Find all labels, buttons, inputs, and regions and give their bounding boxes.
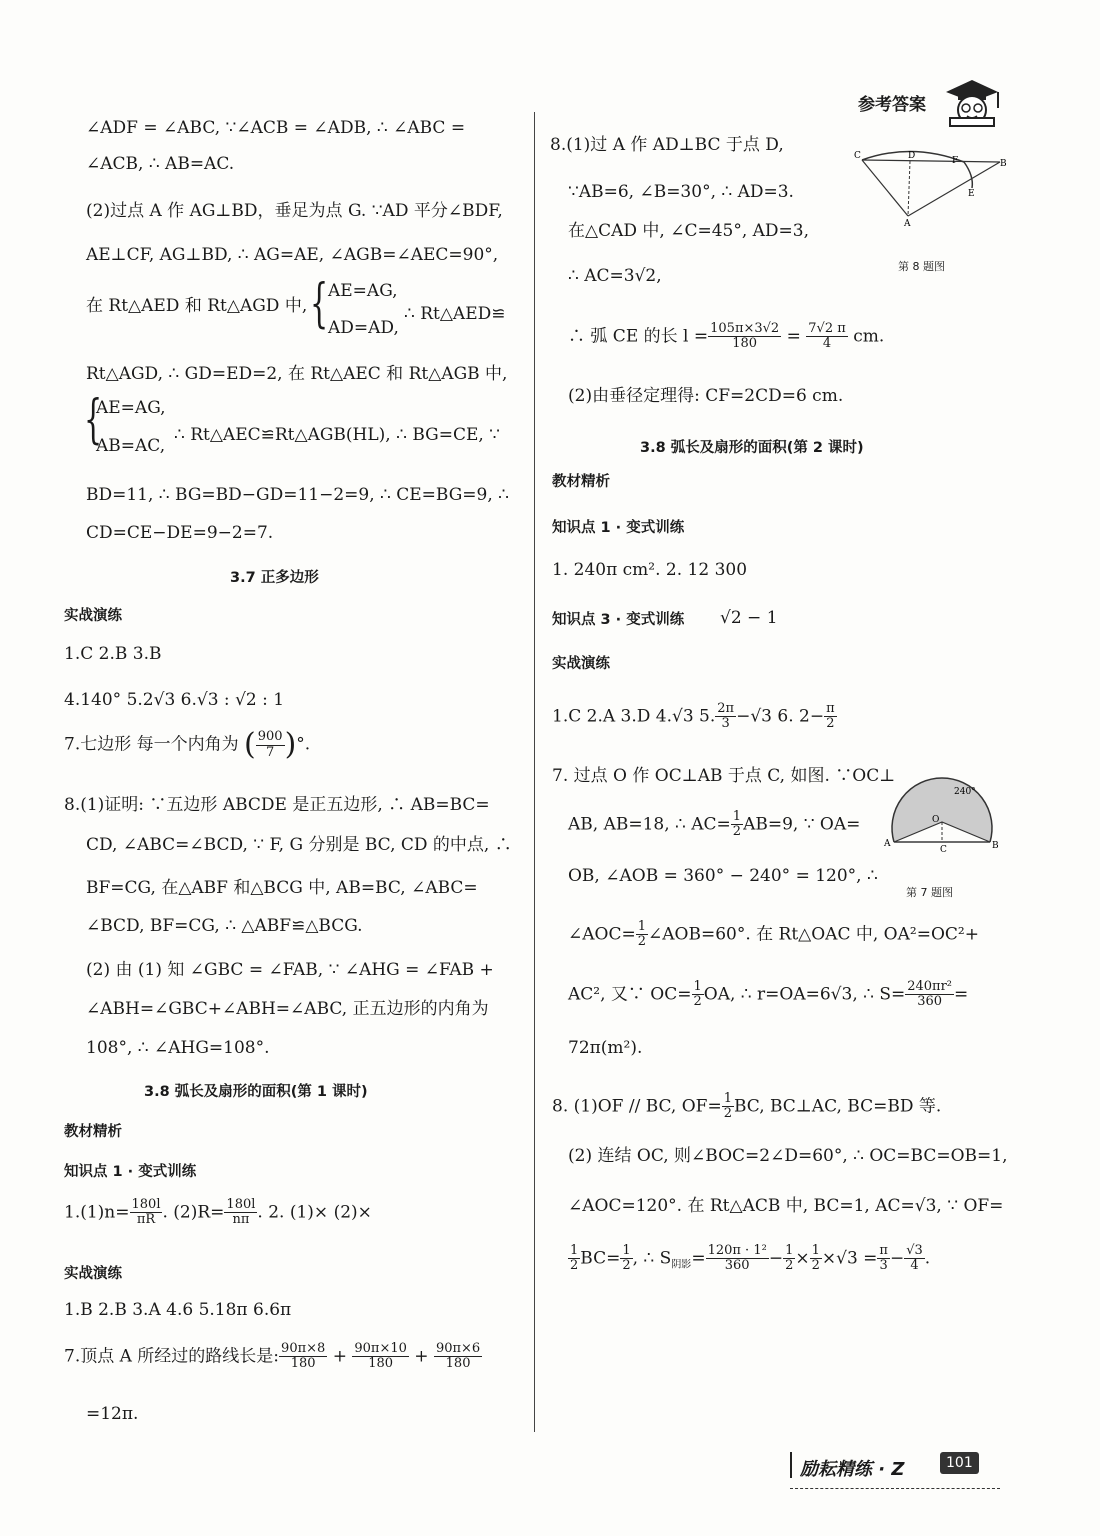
section-heading: 3.8 弧长及扇形的面积(第 1 课时) — [144, 1084, 368, 1100]
answer-line: =12π. — [86, 1404, 139, 1424]
text-line: AD=AD, — [328, 318, 399, 338]
text-line: 108°, ∴ ∠AHG=108°. — [86, 1038, 270, 1058]
text-line: ∠ACB, ∴ AB=AC. — [86, 154, 235, 174]
page-number: 101 — [940, 1452, 979, 1474]
subheading: 实战演练 — [552, 656, 610, 672]
answer-line: 1.B 2.B 3.A 4.6 5.18π 6.6π — [64, 1300, 292, 1320]
figure-label: C — [854, 151, 861, 161]
answer-line: 7.七边形 每一个内角为 ( $\frac{900}{7}$ )°. — [64, 727, 311, 762]
text-line: AE⊥CF, AG⊥BD, ∴ AG=AE, ∠AGB=∠AEC=90°, — [86, 245, 499, 265]
text-line: ∵AB=6, ∠B=30°, ∴ AD=3. — [568, 182, 794, 202]
figure-label: E — [968, 189, 975, 199]
text-line: AB, AB=18, ∴ AC= $\frac{1}{2}$ AB=9, ∵ OA= — [568, 809, 861, 840]
answer-line: 1.C 2.A 3.D 4.√3 5. $\frac{2\pi}{3}$ −√3 6. 2− $\frac{\pi}{2}$ — [552, 701, 835, 732]
footer-bar — [790, 1452, 792, 1478]
answer-line: 7.顶点 A 所经过的路线长是: $\frac{90\pi\times 8}{180}$ + $\frac{90\pi\times 10}{180}$ + $\frac{90\pi\times 6}{180}$ — [64, 1341, 481, 1372]
text-line: (2)过点 A 作 AG⊥BD，垂足为点 G. ∵AD 平分∠BDF, — [86, 201, 503, 221]
text-line: (2)由垂径定理得: CF=2CD=6 cm. — [568, 386, 844, 406]
figure-caption: 第 8 题图 — [898, 260, 945, 273]
text-line: BD=11, ∴ BG=BD−GD=11−2=9, ∴ CE=BG=9, ∴ — [86, 485, 509, 505]
footer-brand: 励耘精练 · Z — [800, 1459, 905, 1480]
answer-line: 1.C 2.B 3.B — [64, 644, 162, 664]
text-line: 8.(1)过 A 作 AD⊥BC 于点 D, — [550, 135, 784, 155]
text-line: AE=AG, — [328, 281, 398, 301]
figure-label: 240° — [954, 787, 976, 797]
subheading: 实战演练 — [64, 1266, 122, 1282]
text-line: 8. (1)OF // BC, OF= $\frac{1}{2}$ BC, BC⊥AC, BC=BD 等. — [552, 1091, 942, 1122]
text-line: 在△CAD 中, ∠C=45°, AD=3, — [568, 221, 810, 241]
brace-symbol: { — [310, 274, 329, 334]
figure-label: O — [932, 815, 940, 825]
text-line: ∴ Rt△AEC≌Rt△AGB(HL), ∴ BG=CE, ∵ — [174, 425, 500, 445]
figure-label: A — [904, 219, 911, 228]
footer-dashed-line — [790, 1488, 1000, 1489]
header-title: 参考答案 — [858, 95, 926, 115]
subheading: 知识点 1 · 变式训练 — [64, 1164, 197, 1180]
figure-label: B — [992, 841, 999, 851]
text-line: ∠AOC= $\frac{1}{2}$ ∠AOB=60°. 在 Rt△OAC 中, OA²=OC²+ — [568, 919, 979, 950]
figure-7-diagram — [880, 770, 1004, 852]
subheading: 实战演练 — [64, 608, 122, 624]
text-line: AE=AG, — [96, 398, 166, 418]
text-line: BF=CG, 在△ABF 和△BCG 中, AB=BC, ∠ABC= — [86, 878, 478, 898]
subheading: 教材精析 — [64, 1124, 122, 1140]
text-line: (2) 连结 OC, 则∠BOC=2∠D=60°, ∴ OC=BC=OB=1, — [568, 1146, 1008, 1166]
subheading: 知识点 3 · 变式训练 — [552, 612, 685, 628]
answer-line: √2 − 1 — [720, 608, 778, 628]
subheading: 知识点 1 · 变式训练 — [552, 520, 685, 536]
text-line: ∴ 弧 CE 的长 l = $\frac{105\pi\times 3√2}{180}$ = $\frac{7√2 \pi}{4}$ cm. — [568, 321, 885, 352]
figure-caption: 第 7 题图 — [906, 886, 953, 899]
subheading: 教材精析 — [552, 474, 610, 490]
answer-line: 4.140° 5.2√3 6.√3 : √2 : 1 — [64, 690, 285, 710]
text-line: 72π(m²). — [568, 1038, 643, 1058]
brace-symbol: { — [84, 390, 103, 450]
figure-8-diagram — [852, 148, 1008, 228]
text-line: ∴ AC=3√2, — [568, 266, 662, 286]
text-line: Rt△AGD, ∴ GD=ED=2, 在 Rt△AEC 和 Rt△AGB 中, — [86, 364, 508, 384]
column-divider — [534, 112, 535, 1432]
answer-line: 1. 240π cm². 2. 12 300 — [552, 560, 748, 580]
text-line: AC², 又∵ OC= $\frac{1}{2}$ OA, ∴ r=OA=6√3, ∴ S= $\frac{\text{240πr²}}{360}$ = — [568, 979, 969, 1010]
text-line: ∠ABH=∠GBC+∠ABH=∠ABC, 正五边形的内角为 — [86, 999, 489, 1019]
student-cartoon-icon — [940, 74, 1004, 130]
figure-label: B — [1000, 159, 1007, 169]
text-line: 在 Rt△AED 和 Rt△AGD 中, — [86, 296, 308, 316]
text-line: ∠ADF = ∠ABC, ∵∠ACB = ∠ADB, ∴ ∠ABC = — [86, 118, 466, 138]
text-line: CD, ∠ABC=∠BCD, ∵ F, G 分别是 BC, CD 的中点, ∴ — [86, 835, 512, 855]
text-line: $\frac{1}{2}$ BC= $\frac{1}{2}$ , ∴ $S_{阴影}=$ $\frac{\text{120π · 1²}}{360}$ − $\frac{1}{2}$ × $\frac{1}{2}$ ×√3 = $\frac{\pi}{3}$ − $\frac{√3}{4}$ . — [570, 1243, 931, 1274]
figure-label: D — [908, 151, 916, 161]
text-line: ∠AOC=120°. 在 Rt△ACB 中, BC=1, AC=√3, ∵ OF= — [568, 1196, 1004, 1216]
text-line: OB, ∠AOB = 360° − 240° = 120°, ∴ — [568, 866, 878, 886]
text-line: (2) 由 (1) 知 ∠GBC = ∠FAB, ∵ ∠AHG = ∠FAB + — [86, 960, 494, 980]
figure-label: A — [884, 839, 891, 849]
text-line: ∠BCD, BF=CG, ∴ △ABF≌△BCG. — [86, 916, 363, 936]
section-heading: 3.8 弧长及扇形的面积(第 2 课时) — [640, 440, 864, 456]
text-line: CD=CE−DE=9−2=7. — [86, 523, 274, 543]
text-line: AB=AC, — [96, 436, 166, 456]
text-line: 7. 过点 O 作 OC⊥AB 于点 C, 如图. ∵OC⊥ — [552, 766, 896, 786]
figure-label: C — [940, 845, 947, 852]
text-line: 8.(1)证明: ∵五边形 ABCDE 是正五边形, ∴ AB=BC= — [64, 795, 490, 815]
figure-label: F — [952, 156, 959, 166]
section-heading: 3.7 正多边形 — [230, 570, 319, 586]
answer-line: 1.(1)n= $\frac{180l}{\pi R}$ . (2)R= $\frac{180l}{n\pi}$ . 2. (1)× (2)× — [64, 1197, 372, 1228]
text-line: ∴ Rt△AED≌ — [404, 304, 506, 324]
